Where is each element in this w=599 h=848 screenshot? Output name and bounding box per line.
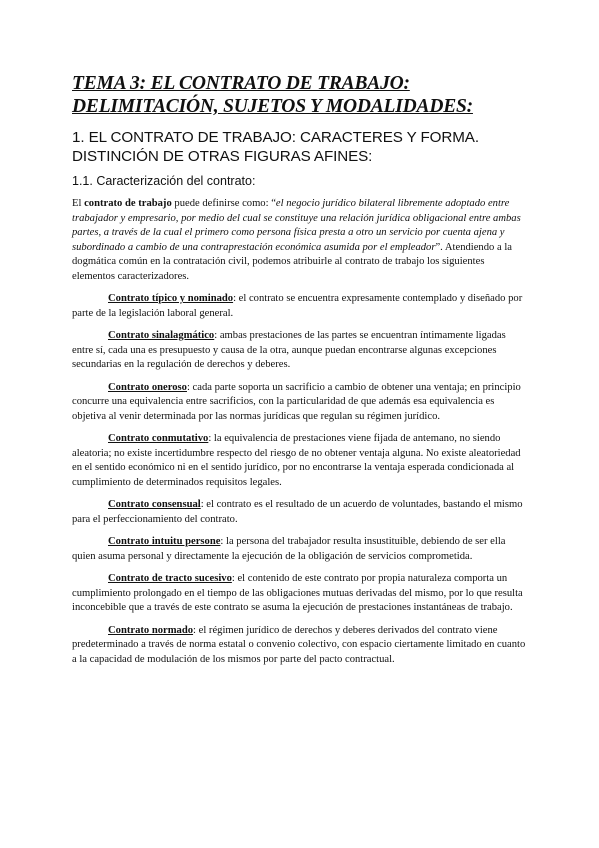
characteristic-term: Contrato oneroso (108, 381, 187, 393)
intro-bold-term: contrato de trabajo (84, 198, 172, 209)
characteristic-term: Contrato típico y nominado (108, 293, 234, 304)
characteristic-paragraph (72, 572, 528, 616)
characteristic-term: Contrato de tracto sucesivo (108, 573, 232, 584)
section-heading-line-2: DISTINCIÓN DE OTRAS FIGURAS AFINES: (72, 148, 373, 165)
title-line-2: DELIMITACIÓN, SUJETOS Y MODALIDADES: (72, 96, 473, 117)
subsection-heading: 1.1. Caracterización del contrato: (72, 174, 256, 188)
intro-middle: puede definirse como: “ (171, 198, 276, 209)
intro-quote: el negocio jurídico bilateral libremente adoptado entre trabajador y empresario, por medio del cual se constituye una relación jurídica obligacional entre ambas partes, a través de la cual el primero como persona física presta a otro un servicio por cuenta ajena y subordinado a cambio de una contraprestación económica asumida por el empleador (72, 198, 521, 253)
characteristic-text: : el contenido de este contrato por propia naturaleza comporta un cumplimiento prolongado en el tiempo de las obligaciones mutuas derivadas del mismo, por lo que resulta inconcebible que a través de este contrato se asuma la ejecución de prestaciones instantáneas de trabajo. (72, 573, 523, 613)
characteristic-term: Contrato intuitu persone (108, 536, 221, 547)
characteristic-term: Contrato sinalagmático (108, 330, 215, 341)
characteristic-paragraph (72, 498, 528, 527)
characteristic-text: : el régimen jurídico de derechos y deberes derivados del contrato viene predeterminado a través de norma estatal o convenio colectivo, con espacio ciertamente limitado en cuanto a la capacidad de modulación de los mismos por parte del pacto contractual. (72, 624, 526, 665)
section-heading-line-1: 1. EL CONTRATO DE TRABAJO: CARACTERES Y FORMA. (72, 129, 479, 146)
characteristic-paragraph (72, 381, 528, 425)
characteristic-text: : la persona del trabajador resulta insustituible, debiendo de ser ella quien asuma personal y directamente la ejecución de la obligación de servicios comprometida. (72, 536, 506, 562)
characteristic-paragraph (72, 535, 528, 564)
characteristic-text: : ambas prestaciones de las partes se encuentran íntimamente ligadas entre sí, cada una es presupuesto y causa de la otra, aunque puedan encontrarse algunas excepciones secundarias en la regulación de derechos y deberes. (72, 330, 506, 370)
characteristic-text: : cada parte soporta un sacrificio a cambio de obtener una ventaja; en principio concurre una equivalencia entre sacrificios, con la particularidad de que además esa equivalencia es objetiva al venir determinada por las normas jurídicas que regulan su régimen jurídico. (72, 381, 521, 422)
title-line-1: TEMA 3: EL CONTRATO DE TRABAJO: (72, 73, 410, 94)
characteristic-text: : la equivalencia de prestaciones viene fijada de antemano, no siendo aleatoria; no existe incertidumbre respecto del riesgo de no obtener ventaja alguna. No existe aleatoriedad en el sentido económico ni en el sentido jurídico, por no encontrarse la ventaja esperada condicionada al cumplimiento de determinados requisitos legales. (72, 433, 521, 488)
characteristic-text: : el contrato es el resultado de un acuerdo de voluntades, bastando el mismo para el perfeccionamiento del contrato. (72, 499, 523, 525)
characteristic-paragraph (72, 624, 528, 668)
characteristic-paragraph (72, 292, 528, 321)
section-heading (72, 128, 528, 166)
characteristic-term: Contrato conmutativo (108, 433, 209, 444)
characteristic-term: Contrato consensual (108, 499, 201, 510)
intro-prefix: El (72, 198, 85, 209)
intro-paragraph (72, 197, 528, 284)
characteristic-term: Contrato normado (108, 624, 194, 636)
characteristic-text: : el contrato se encuentra expresamente contemplado y diseñado por parte de la legislación laboral general. (72, 293, 523, 319)
document-title (72, 72, 528, 118)
characteristic-paragraph (72, 329, 528, 373)
document-page (72, 72, 528, 667)
intro-suffix: ”. Atendiendo a la dogmática común en la contratación civil, podemos atribuirle al contrato de trabajo los siguientes elementos caracterizadores. (72, 241, 512, 282)
characteristic-paragraph (72, 432, 528, 490)
